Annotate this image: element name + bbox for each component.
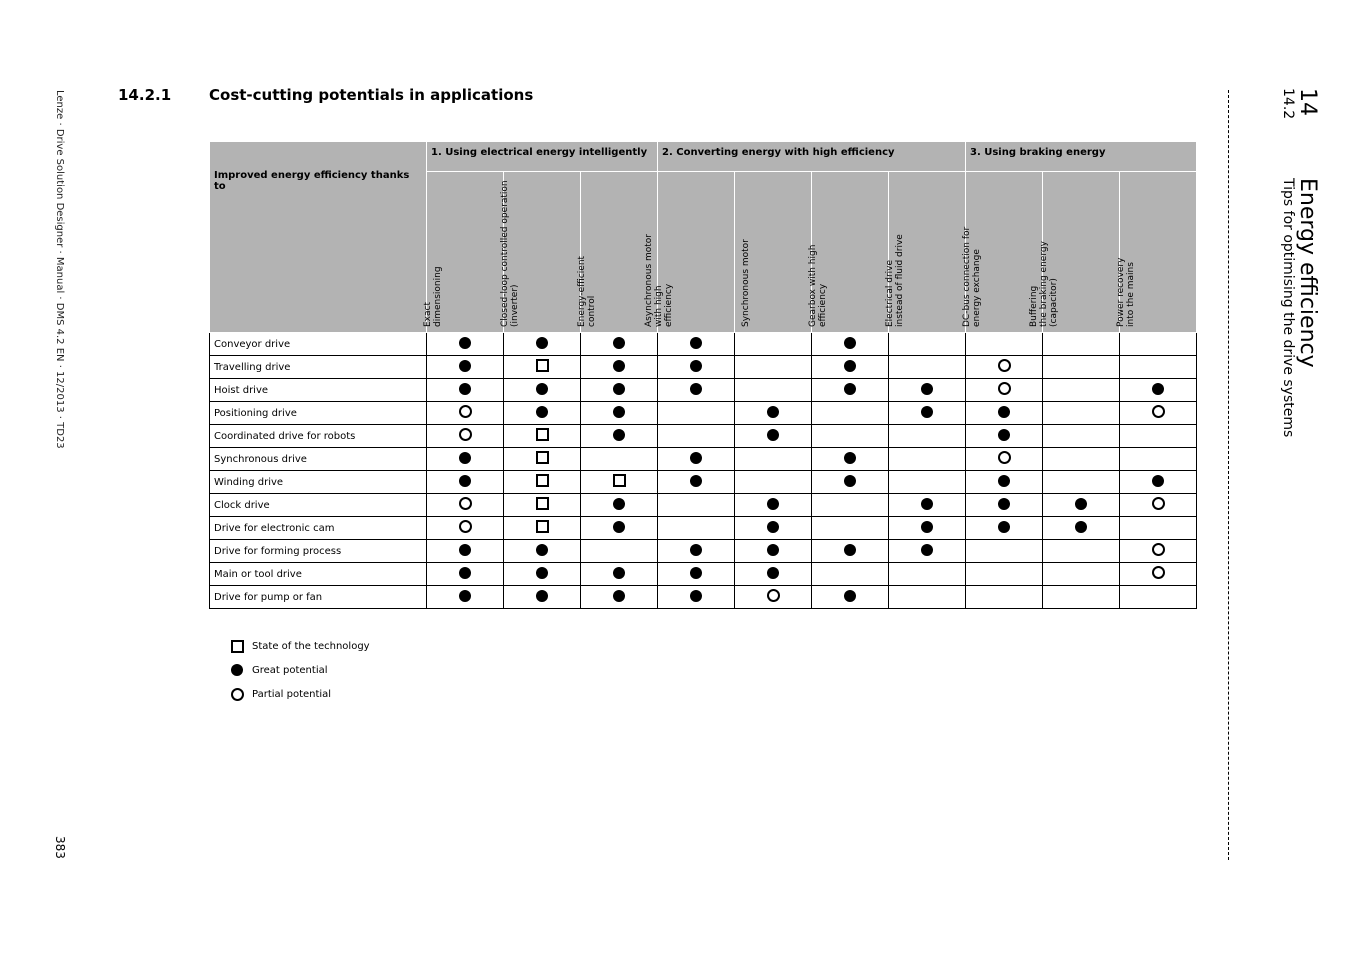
column-header-label: Synchronous motor [741, 239, 751, 327]
table-cell [966, 586, 1043, 609]
table-row [210, 356, 1197, 379]
filled-circle-icon [459, 544, 471, 556]
section-title: Cost-cutting potentials in applications [209, 86, 534, 104]
table-cell [504, 425, 581, 448]
table-cell [658, 333, 735, 356]
table-cell [966, 333, 1043, 356]
table-cell [1120, 563, 1197, 586]
table-cell [1043, 563, 1120, 586]
row-label: Positioning drive [210, 402, 427, 425]
table-cell [1043, 540, 1120, 563]
open-circle-icon [998, 359, 1011, 372]
filled-circle-icon [998, 406, 1010, 418]
row-label: Drive for electronic cam [210, 517, 427, 540]
filled-circle-icon [1152, 383, 1164, 395]
column-group-header: 1. Using electrical energy intelligently [427, 142, 658, 172]
table-cell [504, 471, 581, 494]
square-icon [536, 497, 549, 510]
filled-circle-icon [459, 337, 471, 349]
table-cell [1043, 333, 1120, 356]
page-footer [47, 90, 71, 449]
table-cell [966, 356, 1043, 379]
table-cell [504, 540, 581, 563]
table-cell [427, 333, 504, 356]
table-cell [658, 379, 735, 402]
table-cell [812, 563, 889, 586]
table-cell [427, 494, 504, 517]
table-cell [427, 379, 504, 402]
table-cell [581, 425, 658, 448]
table-row [210, 333, 1197, 356]
table-cell [581, 540, 658, 563]
legend-label: Partial potential [252, 688, 332, 700]
row-label: Drive for forming process [210, 540, 427, 563]
filled-circle-icon [613, 498, 625, 510]
table-cell [735, 471, 812, 494]
table-cell [812, 494, 889, 517]
filled-circle-icon [921, 498, 933, 510]
filled-circle-icon [767, 567, 779, 579]
column-header-label: Power recovery into the mains [1116, 257, 1136, 327]
table-cell [889, 517, 966, 540]
table-cell [889, 471, 966, 494]
table-cell [735, 517, 812, 540]
footer-text: Lenze · Drive Solution Designer · Manual · DMS 4.2 EN · 12/2013 · TD23 [54, 90, 65, 449]
table-cell [812, 356, 889, 379]
table-cell [581, 448, 658, 471]
filled-circle-icon [998, 521, 1010, 533]
table-cell [504, 494, 581, 517]
table-cell [658, 586, 735, 609]
chapter-title: Energy efficiency [1295, 178, 1320, 368]
open-circle-icon [998, 382, 1011, 395]
filled-circle-icon [536, 567, 548, 579]
table-row [210, 517, 1197, 540]
table-cell [812, 471, 889, 494]
filled-circle-icon [844, 475, 856, 487]
subchapter-title: Tips for optimising the drive systems [1280, 178, 1296, 438]
table-cell [966, 563, 1043, 586]
filled-circle-icon [921, 383, 933, 395]
table-cell [889, 333, 966, 356]
table-cell [735, 586, 812, 609]
subchapter-number: 14.2 [1280, 88, 1296, 120]
column-header [735, 172, 812, 333]
table-cell [812, 425, 889, 448]
row-label: Clock drive [210, 494, 427, 517]
square-icon [536, 359, 549, 372]
square-icon [613, 474, 626, 487]
table-cell [966, 448, 1043, 471]
row-label: Drive for pump or fan [210, 586, 427, 609]
margin-divider [1228, 90, 1229, 860]
chapter-number: 14 [1295, 88, 1320, 116]
table-cell [735, 494, 812, 517]
table-cell [658, 356, 735, 379]
table-cell [1120, 448, 1197, 471]
filled-circle-icon [613, 590, 625, 602]
table-cell [427, 517, 504, 540]
table-cell [1043, 586, 1120, 609]
table-row [210, 379, 1197, 402]
table-cell [658, 540, 735, 563]
filled-circle-icon [613, 406, 625, 418]
square-icon [231, 640, 244, 653]
table-cell [1043, 448, 1120, 471]
table-cell [1043, 356, 1120, 379]
table-cell [427, 356, 504, 379]
column-group-header: 3. Using braking energy [966, 142, 1197, 172]
table-cell [812, 379, 889, 402]
filled-circle-icon [767, 544, 779, 556]
filled-circle-icon [690, 544, 702, 556]
filled-circle-icon [844, 337, 856, 349]
table-cell [966, 494, 1043, 517]
row-label: Synchronous drive [210, 448, 427, 471]
table-cell [966, 425, 1043, 448]
table-cell [504, 563, 581, 586]
table-cell [1120, 540, 1197, 563]
table-cell [966, 517, 1043, 540]
table-row [210, 425, 1197, 448]
potential-matrix-table [209, 141, 1197, 609]
table-cell [812, 402, 889, 425]
table-cell [1120, 471, 1197, 494]
column-header-label: Asynchronous motor with high efficiency [644, 233, 674, 327]
row-label: Travelling drive [210, 356, 427, 379]
table-cell [889, 448, 966, 471]
table-cell [427, 402, 504, 425]
column-header [1029, 172, 1120, 333]
table-cell [889, 356, 966, 379]
table-cell [889, 425, 966, 448]
table-row [210, 402, 1197, 425]
table-cell [735, 563, 812, 586]
filled-circle-icon [998, 498, 1010, 510]
column-header [808, 172, 889, 333]
table-cell [735, 356, 812, 379]
open-circle-icon [998, 451, 1011, 464]
table-cell [581, 517, 658, 540]
open-circle-icon [459, 405, 472, 418]
filled-circle-icon [1152, 475, 1164, 487]
table-row [210, 471, 1197, 494]
table-cell [735, 448, 812, 471]
table-cell [735, 379, 812, 402]
filled-circle-icon [844, 383, 856, 395]
table-row [210, 586, 1197, 609]
open-circle-icon [459, 428, 472, 441]
table-cell [658, 471, 735, 494]
table-cell [581, 333, 658, 356]
table-cell [581, 494, 658, 517]
table-cell [889, 379, 966, 402]
table-cell [812, 333, 889, 356]
table-cell [1120, 379, 1197, 402]
filled-circle-icon [613, 567, 625, 579]
table-cell [504, 333, 581, 356]
filled-circle-icon [536, 590, 548, 602]
table-cell [1043, 379, 1120, 402]
row-label: Main or tool drive [210, 563, 427, 586]
legend [226, 634, 370, 706]
row-label: Hoist drive [210, 379, 427, 402]
table-cell [581, 471, 658, 494]
filled-circle-icon [613, 521, 625, 533]
table-cell [889, 586, 966, 609]
row-label: Conveyor drive [210, 333, 427, 356]
column-header-label: Exact dimensioning [423, 266, 443, 327]
legend-label: State of the technology [252, 640, 370, 652]
table-cell [427, 425, 504, 448]
square-icon [536, 451, 549, 464]
filled-circle-icon [536, 337, 548, 349]
table-cell [735, 540, 812, 563]
filled-circle-icon [613, 360, 625, 372]
table-cell [735, 333, 812, 356]
filled-circle-icon [921, 544, 933, 556]
filled-circle-icon [998, 429, 1010, 441]
filled-circle-icon [459, 475, 471, 487]
table-cell [889, 563, 966, 586]
table-cell [658, 517, 735, 540]
column-header [1116, 172, 1197, 333]
table-row [210, 448, 1197, 471]
filled-circle-icon [844, 360, 856, 372]
table-cell [1120, 356, 1197, 379]
table-cell [812, 540, 889, 563]
table-cell [427, 448, 504, 471]
filled-circle-icon [613, 383, 625, 395]
table-cell [504, 379, 581, 402]
table-cell [504, 448, 581, 471]
column-header [423, 172, 504, 333]
column-header [500, 172, 581, 333]
filled-circle-icon [459, 590, 471, 602]
legend-item [226, 634, 370, 658]
filled-circle-icon [844, 544, 856, 556]
open-circle-icon [1152, 497, 1165, 510]
filled-circle-icon [767, 429, 779, 441]
table-cell [504, 586, 581, 609]
table-cell [1043, 471, 1120, 494]
table-cell [1120, 402, 1197, 425]
filled-circle-icon [844, 452, 856, 464]
square-icon [536, 520, 549, 533]
column-header [885, 172, 966, 333]
table-cell [581, 586, 658, 609]
row-label: Coordinated drive for robots [210, 425, 427, 448]
filled-circle-icon [1075, 521, 1087, 533]
table-cell [966, 540, 1043, 563]
filled-circle-icon [767, 406, 779, 418]
filled-circle-icon [459, 452, 471, 464]
filled-circle-icon [536, 544, 548, 556]
open-circle-icon [459, 497, 472, 510]
table-cell [427, 540, 504, 563]
open-circle-icon [459, 520, 472, 533]
table-cell [427, 586, 504, 609]
filled-circle-icon [921, 406, 933, 418]
table-cell [658, 494, 735, 517]
column-header [644, 172, 735, 333]
filled-circle-icon [690, 337, 702, 349]
table-cell [735, 402, 812, 425]
table-cell [1120, 333, 1197, 356]
table-cell [966, 402, 1043, 425]
table-cell [1120, 586, 1197, 609]
open-circle-icon [1152, 543, 1165, 556]
section-number: 14.2.1 [118, 86, 172, 104]
table-cell [735, 425, 812, 448]
table-cell [1043, 425, 1120, 448]
filled-circle-icon [1075, 498, 1087, 510]
table-cell [1120, 494, 1197, 517]
filled-circle-icon [921, 521, 933, 533]
table-cell [889, 540, 966, 563]
table-cell [581, 563, 658, 586]
table-cell [504, 402, 581, 425]
table-cell [1043, 402, 1120, 425]
table-cell [504, 517, 581, 540]
table-cell [889, 494, 966, 517]
table-cell [581, 356, 658, 379]
table-row [210, 563, 1197, 586]
open-circle-icon [231, 688, 244, 701]
column-header-label: Electrical drive instead of fluid drive [885, 234, 905, 327]
table-cell [966, 379, 1043, 402]
table-cell [812, 517, 889, 540]
table-row [210, 540, 1197, 563]
filled-circle-icon [767, 521, 779, 533]
open-circle-icon [767, 589, 780, 602]
table-cell [658, 402, 735, 425]
table-cell [658, 563, 735, 586]
table-corner-label: Improved energy efficiency thanks to [210, 142, 427, 333]
filled-circle-icon [690, 475, 702, 487]
column-header-label: Energy-efficient control [577, 255, 597, 327]
column-header-label: Closed-loop controlled operation (inverter) [500, 180, 520, 327]
table-row [210, 494, 1197, 517]
column-header-label: Buffering the braking energy (capacitor) [1029, 241, 1059, 327]
table-cell [889, 402, 966, 425]
filled-circle-icon [690, 452, 702, 464]
legend-item [226, 658, 370, 682]
filled-circle-icon [459, 360, 471, 372]
filled-circle-icon [690, 590, 702, 602]
filled-circle-icon [690, 567, 702, 579]
table-cell [427, 471, 504, 494]
square-icon [536, 428, 549, 441]
chapter-header [1250, 88, 1320, 468]
column-header-label: Gearbox with high efficiency [808, 244, 828, 327]
filled-circle-icon [231, 664, 243, 676]
table-cell [1043, 494, 1120, 517]
filled-circle-icon [536, 383, 548, 395]
filled-circle-icon [767, 498, 779, 510]
table-cell [1120, 517, 1197, 540]
open-circle-icon [1152, 566, 1165, 579]
square-icon [536, 474, 549, 487]
table-cell [812, 448, 889, 471]
filled-circle-icon [690, 360, 702, 372]
table-cell [581, 402, 658, 425]
table-cell [658, 425, 735, 448]
column-group-header: 2. Converting energy with high efficiency [658, 142, 966, 172]
table-cell [1043, 517, 1120, 540]
row-label: Winding drive [210, 471, 427, 494]
legend-label: Great potential [252, 664, 328, 676]
column-header-label: DC-bus connection for energy exchange [962, 226, 982, 327]
table-cell [1120, 425, 1197, 448]
filled-circle-icon [844, 590, 856, 602]
filled-circle-icon [613, 429, 625, 441]
page-number: 383 [53, 836, 67, 859]
table-cell [504, 356, 581, 379]
table-cell [581, 379, 658, 402]
table-cell [966, 471, 1043, 494]
filled-circle-icon [536, 406, 548, 418]
filled-circle-icon [690, 383, 702, 395]
table-cell [658, 448, 735, 471]
filled-circle-icon [459, 383, 471, 395]
filled-circle-icon [998, 475, 1010, 487]
filled-circle-icon [613, 337, 625, 349]
legend-item [226, 682, 370, 706]
table-cell [427, 563, 504, 586]
open-circle-icon [1152, 405, 1165, 418]
filled-circle-icon [459, 567, 471, 579]
table-cell [812, 586, 889, 609]
